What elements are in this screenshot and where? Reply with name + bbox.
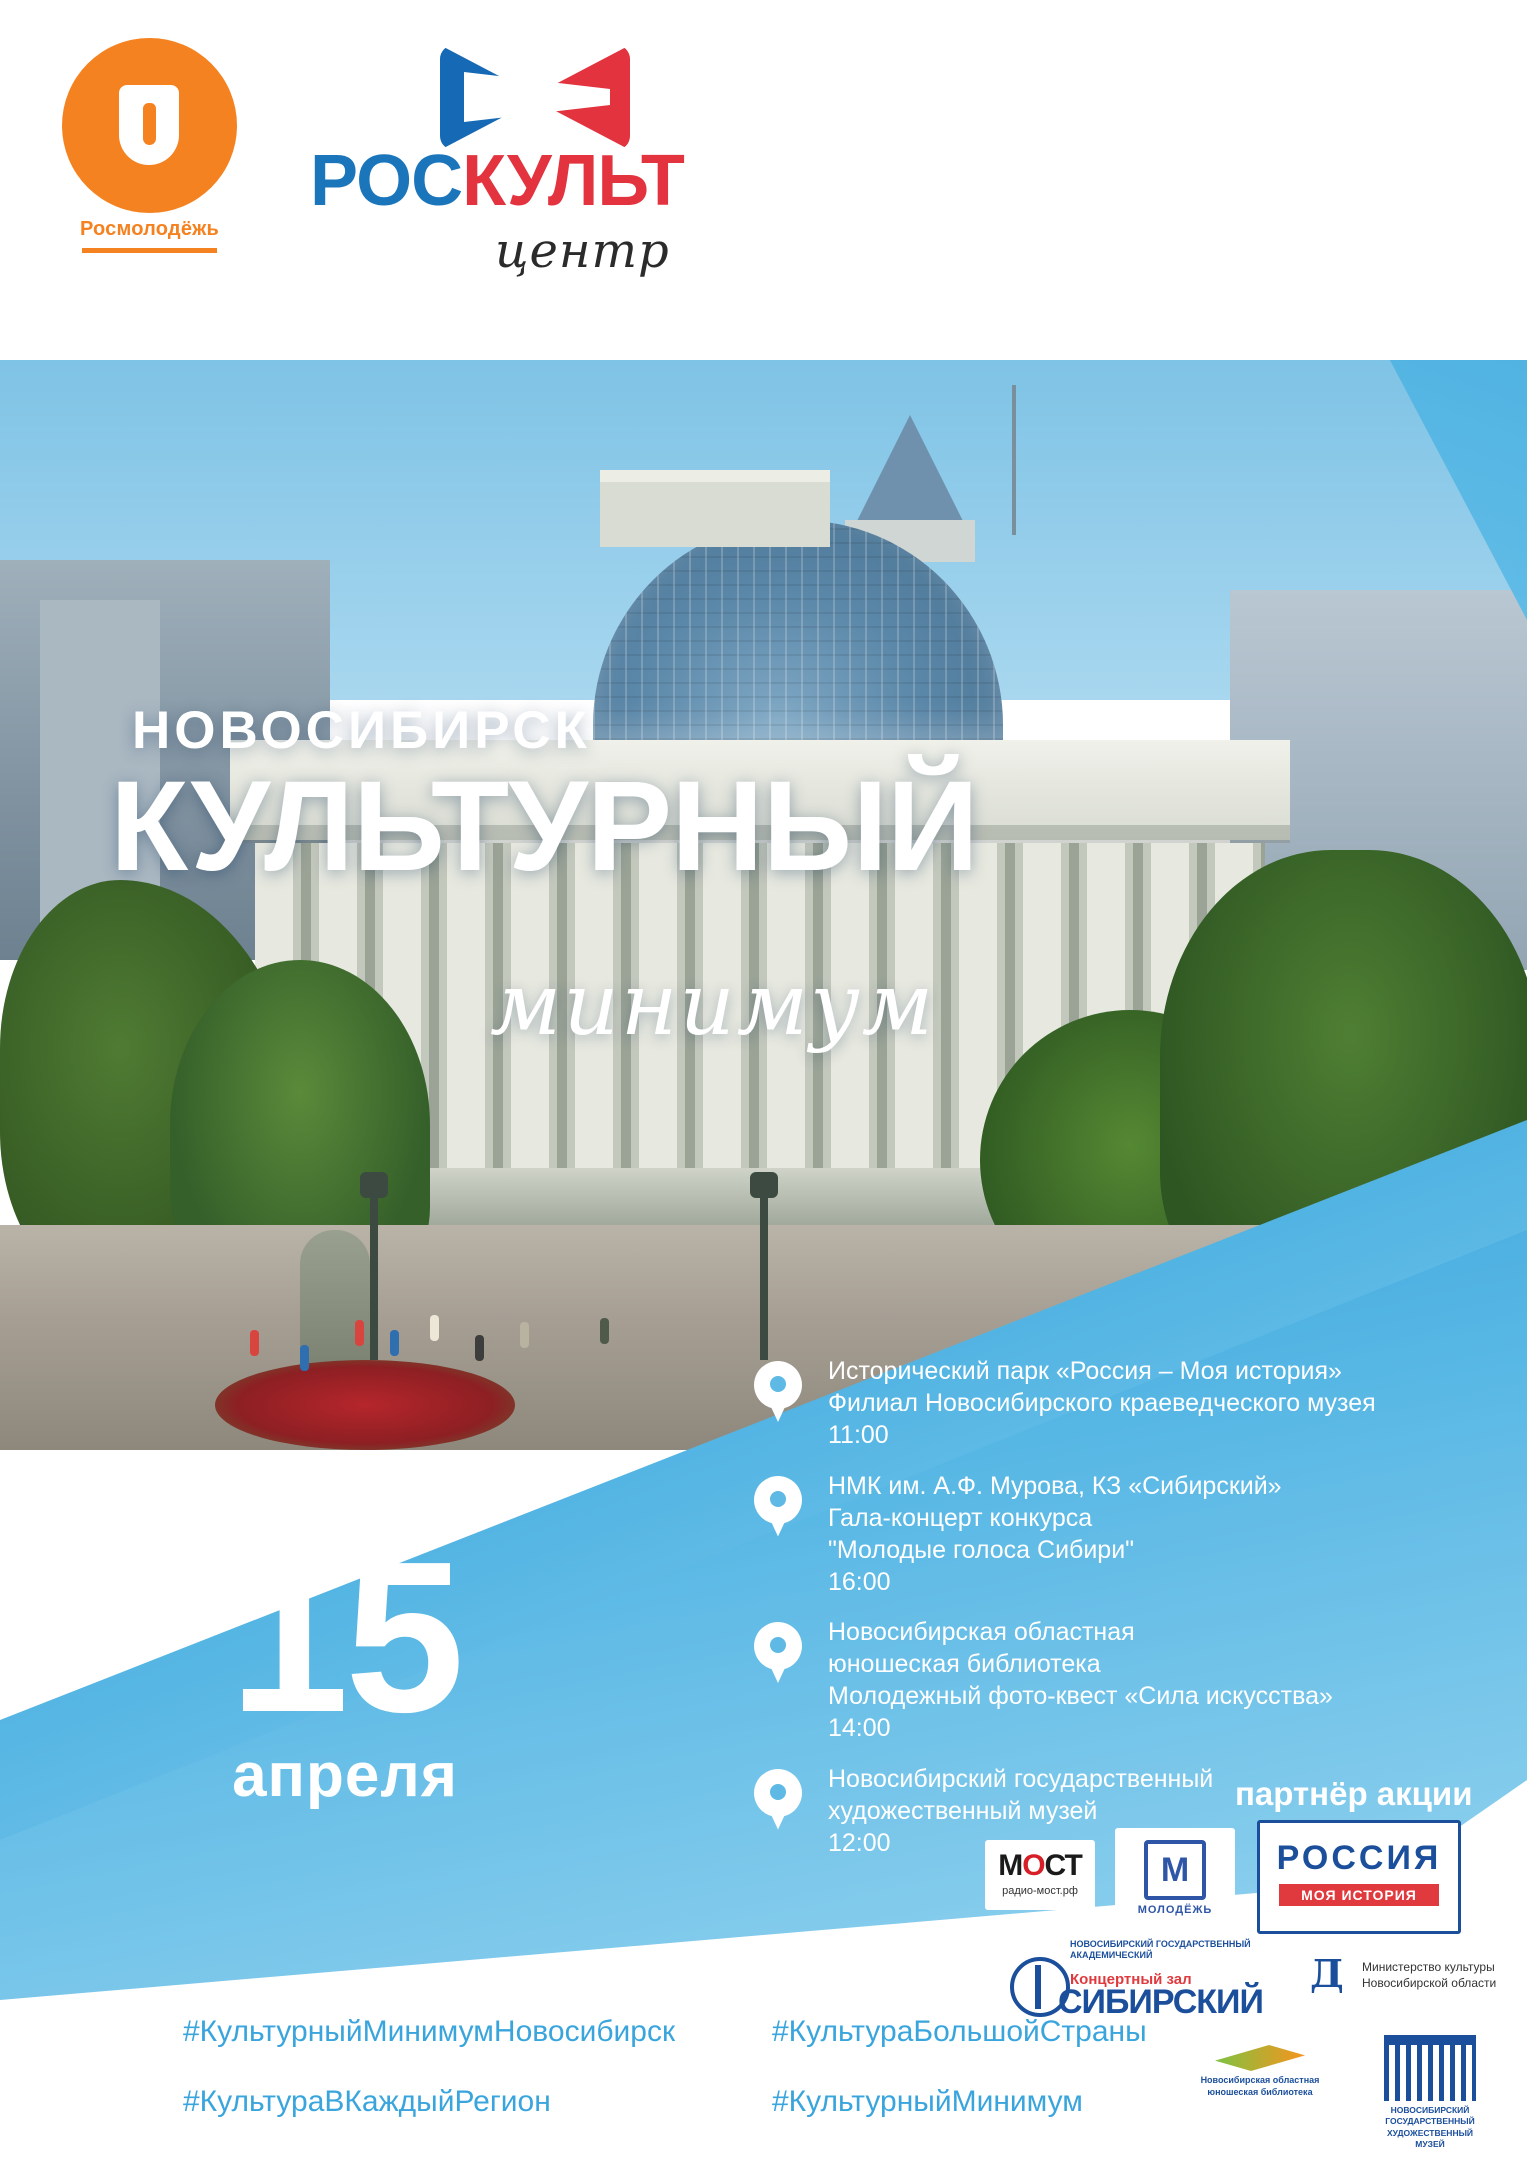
event-item — [740, 1616, 1440, 1745]
hashtag: #КультураВКаждыйРегион — [183, 2085, 551, 2118]
partner-logo-most — [985, 1840, 1095, 1910]
event-venue-line: "Молодые голоса Сибири" — [828, 1535, 1135, 1564]
museum-building-icon — [1384, 2035, 1476, 2101]
event-time: 12:00 — [828, 1828, 891, 1857]
roskult-wordmark — [310, 140, 790, 222]
event-venue-line: НМК им. А.Ф. Мурова, КЗ «Сибирский» — [828, 1471, 1282, 1500]
partner-logo-sibirsky-name: СИБИРСКИЙ — [1058, 1983, 1263, 2021]
event-venue-line: юношеская библиотека — [828, 1650, 1101, 1678]
event-venue-line: художественный музей — [828, 1796, 1098, 1825]
rosmolodezh-shield-inner-icon — [143, 103, 156, 145]
hashtag: #КультурныйМинимум — [772, 2085, 1083, 2118]
pedestrian — [430, 1315, 439, 1341]
footer-logo-library — [1180, 2045, 1340, 2098]
theatre-attic-top — [600, 470, 830, 482]
street-lamp-post — [370, 1190, 378, 1360]
footer-logo-library-line1: Новосибирская областная — [1200, 2075, 1320, 2085]
pedestrian — [475, 1335, 484, 1361]
footer-logo-museum-line4: МУЗЕЙ — [1415, 2139, 1445, 2150]
event-venue-line: Новосибирский государственный — [828, 1764, 1214, 1793]
event-date — [165, 1516, 525, 1811]
partner-logo-rmi-line2: МОЯ ИСТОРИЯ — [1279, 1884, 1439, 1906]
map-pin-tip-icon — [765, 1655, 791, 1683]
pedestrian — [355, 1320, 364, 1346]
headline-main: КУЛЬТУРНЫЙ — [110, 755, 978, 898]
map-pin-hole-icon — [770, 1784, 786, 1800]
roskultcentr-logo — [310, 45, 790, 315]
rosmolodezh-shield-icon — [119, 85, 179, 165]
event-venue-line: Новосибирская областная — [828, 1618, 1135, 1646]
footer-logo-museum-line1: НОВОСИБИРСКИЙ — [1390, 2105, 1470, 2115]
map-pin-hole-icon — [770, 1376, 786, 1392]
partner-logo-molodezh-mark: М — [1144, 1840, 1206, 1900]
headline-city: НОВОСИБИРСК — [132, 701, 591, 760]
hashtag: #КультурныйМинимумНовосибирск — [183, 2015, 676, 2048]
event-venue-line: Исторический парк «Россия – Моя история» — [828, 1357, 1342, 1385]
street-lamp-head — [750, 1172, 778, 1198]
event-time: 11:00 — [828, 1421, 889, 1449]
map-pin-tip-icon — [765, 1394, 791, 1422]
event-venue-line: Филиал Новосибирского краеведческого музея — [828, 1389, 1376, 1417]
footer-logo-museum-line3: ХУДОЖЕСТВЕННЫЙ — [1386, 2127, 1474, 2138]
roskult-word-centr: центр — [495, 223, 670, 279]
partner-logo-sibirsky-hall: Концертный зал — [1070, 1971, 1192, 1988]
flower-bed — [215, 1360, 515, 1450]
footer-logos — [1180, 2035, 1510, 2150]
footer-logo-library-caption — [1180, 2075, 1340, 2098]
street-lamp-post — [760, 1190, 768, 1360]
event-item — [740, 1470, 1440, 1599]
headline-script: минимум — [490, 955, 936, 1055]
partner-logo-most-name: МОСТ — [998, 1849, 1082, 1882]
antenna-mast — [1012, 385, 1016, 535]
partners-title: партнёр акции — [1235, 1775, 1473, 1812]
theatre-attic — [600, 475, 830, 547]
street-lamp-head — [360, 1172, 388, 1198]
event-item — [740, 1355, 1440, 1452]
event-venue-line: Гала-концерт конкурса — [828, 1503, 1093, 1532]
partner-logos-row-1 — [985, 1820, 1455, 1920]
footer-logo-museum — [1355, 2035, 1505, 2151]
map-pin-icon — [754, 1769, 802, 1831]
header-logo-band — [0, 0, 1527, 360]
partner-logo-most-sub: радио-мост.рф — [1002, 1885, 1078, 1897]
footer-logo-museum-line2: ГОСУДАРСТВЕННЫЙ — [1385, 2116, 1475, 2127]
event-date-day: 15 — [229, 1516, 461, 1757]
hashtag: #КультураБольшойСтраны — [772, 2015, 1147, 2048]
pedestrian — [520, 1322, 529, 1348]
partner-logo-mincult-text — [1362, 1959, 1496, 1991]
pedestrian — [390, 1330, 399, 1356]
partner-logo-molodezh — [1115, 1828, 1235, 1923]
partner-logo-sibirsky-top: НОВОСИБИРСКИЙ ГОСУДАРСТВЕННЫЙ АКАДЕМИЧЕСКИЙ — [1070, 1939, 1251, 1961]
poster-headline — [110, 700, 978, 1055]
pedestrian — [250, 1330, 259, 1356]
roskult-word-kult: КУЛЬТ — [462, 141, 684, 221]
map-pin-hole-icon — [770, 1637, 786, 1653]
partner-logo-mincult-line1: Министерство культуры — [1362, 1960, 1495, 1974]
map-pin-icon — [754, 1622, 802, 1684]
partner-logo-sibirsky — [1010, 1935, 1300, 2025]
rosmolodezh-circle-icon — [62, 38, 237, 213]
roskult-bow-icon — [440, 45, 630, 150]
library-swoosh-icon — [1215, 2045, 1305, 2071]
partner-logo-mincult-line2: Новосибирской области — [1362, 1976, 1497, 1991]
event-date-month: апреля — [232, 1740, 458, 1810]
rosmolodezh-logo — [62, 38, 237, 253]
footer-logo-museum-caption — [1355, 2105, 1505, 2151]
event-time: 14:00 — [828, 1714, 891, 1742]
partner-logo-mincult — [1310, 1949, 1500, 2011]
partner-logo-molodezh-caption: МОЛОДЁЖЬ — [1137, 1904, 1213, 1916]
rosmolodezh-label: Росмолодёжь — [79, 218, 220, 240]
map-pin-hole-icon — [770, 1491, 786, 1507]
rosmolodezh-underline — [82, 248, 217, 253]
footer-logo-library-line2: юношеская библиотека — [1207, 2086, 1313, 2097]
partner-logo-rmi-line1: РОССИЯ — [1276, 1839, 1442, 1877]
event-time: 16:00 — [828, 1567, 891, 1596]
partner-logo-russia-my-history — [1257, 1820, 1461, 1934]
roskult-word-ros: РОС — [310, 141, 463, 221]
map-pin-icon — [754, 1476, 802, 1538]
mincult-emblem-icon: Д — [1310, 1951, 1344, 1996]
map-pin-icon — [754, 1361, 802, 1423]
pedestrian — [600, 1318, 609, 1344]
event-venue-line: Молодежный фото-квест «Сила искусства» — [828, 1682, 1333, 1710]
pedestrian — [300, 1345, 309, 1371]
